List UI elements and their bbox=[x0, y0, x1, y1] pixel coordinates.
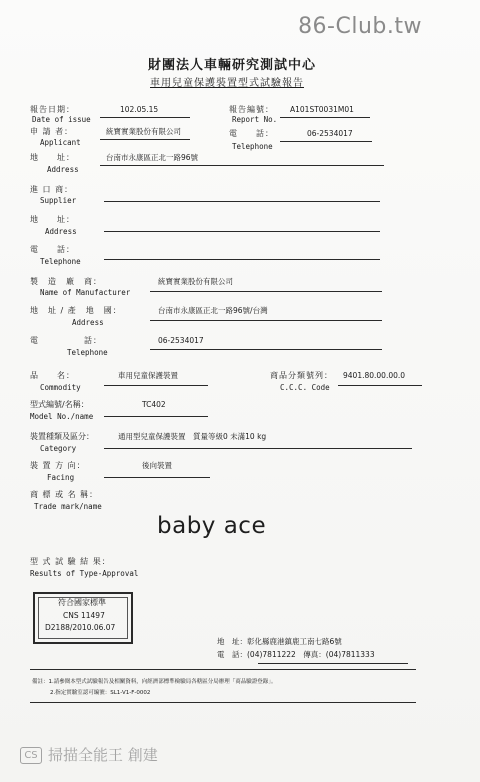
commodity-value: 車用兒童保護裝置 bbox=[118, 371, 178, 380]
trademark-value: baby ace bbox=[157, 513, 267, 539]
manufacturer-tel-underline bbox=[150, 349, 382, 350]
stamp-line2: CNS 11497 bbox=[63, 611, 105, 620]
manufacturer-address-label-en: Address bbox=[72, 318, 104, 327]
center-underline bbox=[258, 663, 408, 664]
center-telephone: 電 話：(04)7811222 傳真：(04)7811333 bbox=[217, 650, 375, 659]
commodity-label-en: Commodity bbox=[40, 383, 81, 392]
facing-value: 後向裝置 bbox=[142, 461, 172, 470]
notes-bottom-rule bbox=[30, 702, 416, 703]
date-underline bbox=[100, 117, 190, 118]
manufacturer-tel-value: 06-2534017 bbox=[158, 336, 204, 345]
applicant-underline bbox=[100, 139, 190, 140]
report-no-label: 報告編號： bbox=[229, 105, 274, 114]
report-title: 車用兒童保護裝置型式試驗報告 bbox=[150, 78, 304, 89]
scanner-footer-text: 掃描全能王 創建 bbox=[48, 746, 158, 764]
note-1: 備註：1.請參閱本型式試驗報告及相關資料，向經濟部標準檢驗局各轄區分局辦理「商品驗證登錄」。 bbox=[32, 679, 277, 685]
manufacturer-address-value: 台南市永康區正北一路96號/台灣 bbox=[158, 306, 268, 315]
tel-value: 06-2534017 bbox=[307, 129, 353, 138]
notes-top-rule bbox=[30, 669, 416, 670]
address2-label: 地 址： bbox=[30, 215, 75, 224]
date-value: 102.05.15 bbox=[120, 105, 159, 114]
address-value: 台南市永康區正北一路96號 bbox=[106, 153, 199, 162]
facing-label: 裝 置 方 向： bbox=[30, 461, 86, 470]
results-label-en: Results of Type-Approval bbox=[30, 569, 139, 578]
applicant-label-en: Applicant bbox=[40, 138, 81, 147]
tel-label-en: Telephone bbox=[232, 142, 273, 151]
manufacturer-tel-label-en: Telephone bbox=[67, 348, 108, 357]
tel-label: 電 話： bbox=[229, 129, 274, 138]
category-label-en: Category bbox=[40, 444, 77, 453]
scanner-footer bbox=[20, 744, 158, 765]
commodity-label: 品 名： bbox=[30, 371, 75, 380]
category-label: 裝置種類及區分： bbox=[30, 432, 94, 441]
supplier-label-en: Supplier bbox=[40, 196, 77, 205]
camscanner-logo-icon: CS bbox=[20, 747, 42, 764]
org-title: 財團法人車輛研究測試中心 bbox=[148, 58, 317, 73]
manufacturer-label-en: Name of Manufacturer bbox=[40, 288, 131, 297]
ccc-underline bbox=[338, 385, 422, 386]
note-2: 2.指定實驗室認可編號：SL1-V1-F-0002 bbox=[50, 690, 151, 696]
tel2-label-en: Telephone bbox=[40, 257, 81, 266]
manufacturer-label: 製 造 廠 商： bbox=[30, 277, 102, 286]
address2-underline bbox=[104, 231, 380, 232]
applicant-label: 申 請 者： bbox=[30, 127, 74, 136]
address-underline bbox=[100, 165, 384, 166]
address2-label-en: Address bbox=[45, 227, 77, 236]
category-underline bbox=[104, 448, 412, 449]
facing-label-en: Facing bbox=[47, 473, 75, 482]
results-label: 型 式 試 驗 結 果： bbox=[30, 557, 111, 566]
tel2-label: 電 話： bbox=[30, 245, 75, 254]
ccc-label: 商品分類號列： bbox=[270, 371, 333, 380]
report-no-label-en: Report No. bbox=[232, 115, 278, 124]
applicant-value: 統寶實業股份有限公司 bbox=[106, 127, 181, 136]
model-label: 型式編號/名稱： bbox=[30, 400, 89, 409]
supplier-label: 進 口 商： bbox=[30, 185, 74, 194]
address-label-en: Address bbox=[47, 165, 79, 174]
facing-underline bbox=[104, 477, 210, 478]
supplier-underline bbox=[104, 201, 380, 202]
date-label: 報告日期： bbox=[30, 105, 75, 114]
model-value: TC402 bbox=[142, 400, 166, 409]
model-label-en: Model No./name bbox=[30, 412, 94, 421]
date-label-en: Date of issue bbox=[32, 115, 91, 124]
stamp-line1: 符合國家標準 bbox=[58, 598, 106, 607]
ccc-value: 9401.80.00.00.0 bbox=[343, 371, 406, 380]
ccc-label-en: C.C.C. Code bbox=[280, 383, 330, 392]
manufacturer-tel-label: 電 話： bbox=[30, 336, 102, 345]
trademark-label: 商 標 或 名 稱： bbox=[30, 490, 99, 499]
commodity-underline bbox=[104, 385, 208, 386]
report-no-underline bbox=[280, 117, 370, 118]
center-address: 地 址：彰化縣鹿港鎮鹿工南七路6號 bbox=[217, 637, 342, 646]
stamp-line3: D2188/2010.06.07 bbox=[45, 623, 116, 632]
manufacturer-value: 統寶實業股份有限公司 bbox=[158, 277, 233, 286]
manufacturer-address-underline bbox=[150, 320, 382, 321]
model-underline bbox=[104, 416, 208, 417]
tel-underline bbox=[280, 141, 372, 142]
trademark-label-en: Trade mark/name bbox=[34, 502, 102, 511]
tel2-underline bbox=[104, 259, 380, 260]
report-no-value: A101ST0031M01 bbox=[290, 105, 354, 114]
address-label: 地 址： bbox=[30, 153, 75, 162]
category-value: 通用型兒童保護裝置 質量等級0 未滿10 kg bbox=[118, 432, 267, 441]
manufacturer-underline bbox=[150, 291, 382, 292]
watermark-text: 86-Club.tw bbox=[298, 14, 422, 39]
manufacturer-address-label: 地 址 / 產 地 國： bbox=[30, 306, 122, 315]
